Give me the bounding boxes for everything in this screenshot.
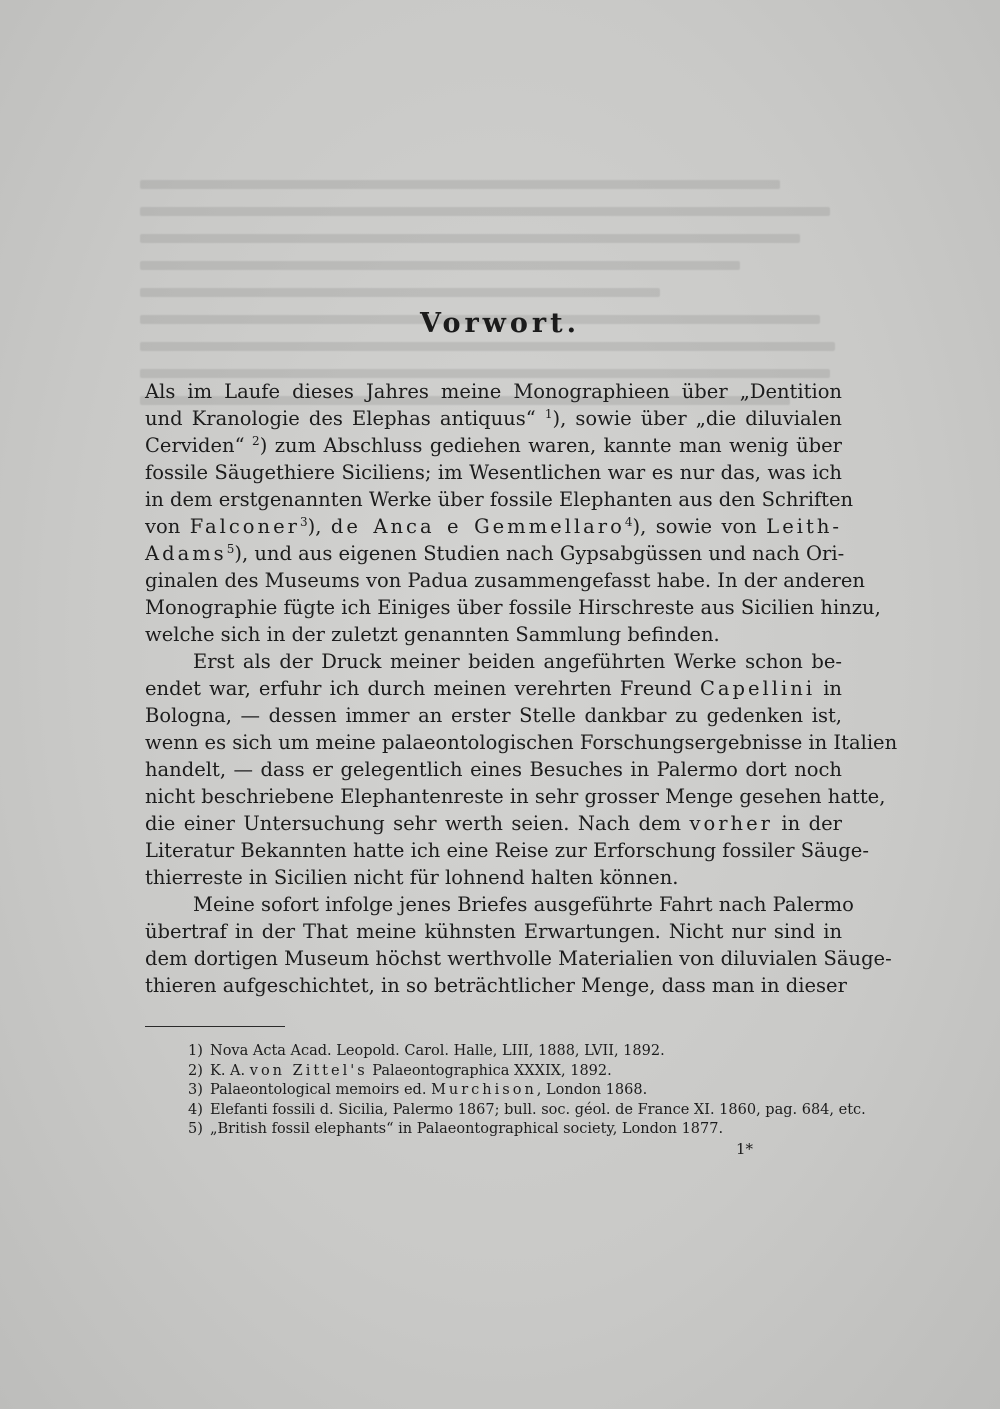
footnote (188, 1042, 848, 1062)
text-run: Monographie fügte ich Einiges über fossile Hirschreste aus Sicilien hinzu, (145, 596, 881, 619)
footnote-ref: 4 (624, 515, 633, 529)
text-run: thierreste in Sicilien nicht für lohnend halten können. (145, 866, 679, 889)
text-run: thieren aufgeschichtet, in so beträchtlicher Menge, dass man in dieser (145, 974, 847, 997)
footnote-number: 4) (188, 1101, 203, 1118)
text-run: ), (307, 515, 331, 538)
text-run: Als im Laufe dieses Jahres meine Monographieen über „Dentition (145, 380, 842, 403)
text-line (145, 405, 842, 432)
spaced-name: Capellini (699, 677, 816, 700)
text-line (145, 648, 842, 675)
footnote-number: 3) (188, 1082, 203, 1098)
text-run: in der (772, 812, 842, 835)
spaced-name: de Anca e Gemmellaro (330, 515, 625, 538)
footnote-ref: 5 (226, 542, 235, 556)
footnote-divider (145, 1026, 285, 1027)
footnote-ref: 1 (544, 407, 553, 421)
text-run: Palaeontological memoirs ed. (210, 1082, 432, 1098)
text-line (145, 567, 865, 594)
footnote (188, 1062, 848, 1082)
text-line (145, 486, 854, 513)
text-run: dem dortigen Museum höchst werthvolle Materialien von diluvialen Säuge- (145, 947, 892, 970)
text-run: ), und aus eigenen Studien nach Gypsabgüssen und nach Ori- (234, 542, 845, 565)
text-line (145, 432, 842, 459)
text-line (145, 837, 869, 864)
text-line (145, 972, 847, 999)
text-run: K. A. (210, 1062, 250, 1079)
spaced-name: von Zittel's (249, 1062, 368, 1079)
footnote-number: 5) (188, 1121, 203, 1137)
text-line (145, 513, 842, 540)
text-run: welche sich in der zuletzt genannten Sammlung befinden. (145, 623, 720, 646)
spaced-name: Falconer (189, 515, 300, 538)
spaced-name: vorher (689, 812, 773, 835)
footnotes (188, 1042, 866, 1140)
spaced-name: Leith- (766, 515, 842, 538)
text-line (145, 864, 842, 891)
text-run: ginalen des Museums von Padua zusammengefasst habe. In der anderen (145, 569, 865, 592)
text-run: Cerviden“ (145, 434, 253, 457)
text-line (145, 783, 886, 810)
text-line (145, 756, 842, 783)
text-line (145, 729, 898, 756)
text-line (145, 675, 842, 702)
text-run: ), sowie über „die diluvialen (552, 407, 842, 430)
text-run: übertraf in der That meine kühnsten Erwartungen. Nicht nur sind in (145, 920, 842, 943)
text-line (145, 594, 881, 621)
spaced-name: Adams (145, 542, 227, 565)
text-run: Bologna, — dessen immer an erster Stelle dankbar zu gedenken ist, (145, 704, 842, 727)
text-run: Meine sofort infolge jenes Briefes ausgeführte Fahrt nach Palermo (193, 893, 854, 916)
text-run: endet war, erfuhr ich durch meinen verehrten Freund (145, 677, 700, 700)
footnote-ref: 2 (252, 434, 260, 448)
footnote (188, 1101, 866, 1121)
text-run: Erst als der Druck meiner beiden angeführten Werke schon be- (193, 650, 842, 673)
text-run: und Kranologie des Elephas antiquus“ (145, 407, 545, 430)
text-line (145, 378, 842, 405)
spaced-name: Murchison (431, 1082, 537, 1098)
text-run: Nova Acta Acad. Leopold. Carol. Halle, LIII, 1888, LVII, 1892. (210, 1043, 665, 1059)
footnote-number: 2) (188, 1062, 203, 1079)
text-run: Literatur Bekannten hatte ich eine Reise zur Erforschung fossiler Säuge- (145, 839, 869, 862)
text-run: , London 1868. (536, 1082, 648, 1098)
footnote-number: 1) (188, 1043, 203, 1059)
body-text (145, 378, 898, 999)
text-line (145, 540, 845, 567)
text-line (145, 702, 842, 729)
text-line (145, 891, 854, 918)
bleed-through-text (140, 170, 840, 413)
text-run: Palaeontographica XXXIX, 1892. (367, 1062, 612, 1079)
text-line (145, 810, 842, 837)
text-run: in (815, 677, 842, 700)
footnote (188, 1120, 848, 1140)
text-run: von (145, 515, 190, 538)
footnote-ref: 3 (299, 515, 308, 529)
text-line (145, 621, 842, 648)
text-run: fossile Säugethiere Siciliens; im Wesentlichen war es nur das, was ich (145, 461, 842, 484)
text-run: ) zum Abschluss gediehen waren, kannte man wenig über (259, 434, 842, 457)
text-run: wenn es sich um meine palaeontologischen Forschungsergebnisse in Italien (145, 731, 898, 754)
page-title: Vorwort. (419, 308, 581, 339)
text-line (145, 459, 842, 486)
footnote (188, 1081, 848, 1101)
text-line (145, 945, 892, 972)
text-run: „British fossil elephants“ in Palaeontographical society, London 1877. (210, 1121, 724, 1137)
text-run: Elefanti fossili d. Sicilia, Palermo 1867; bull. soc. géol. de France XI. 1860, pag. 684, etc. (210, 1101, 866, 1118)
text-run: in dem erstgenannten Werke über fossile Elephanten aus den Schriften (145, 488, 854, 511)
text-run: ), sowie von (632, 515, 767, 538)
text-run: die einer Untersuchung sehr werth seien. Nach dem (145, 812, 690, 835)
text-line (145, 918, 842, 945)
signature-mark: 1* (736, 1140, 754, 1158)
text-run: nicht beschriebene Elephantenreste in sehr grosser Menge gesehen hatte, (145, 785, 886, 808)
text-run: handelt, — dass er gelegentlich eines Besuches in Palermo dort noch (145, 758, 842, 781)
